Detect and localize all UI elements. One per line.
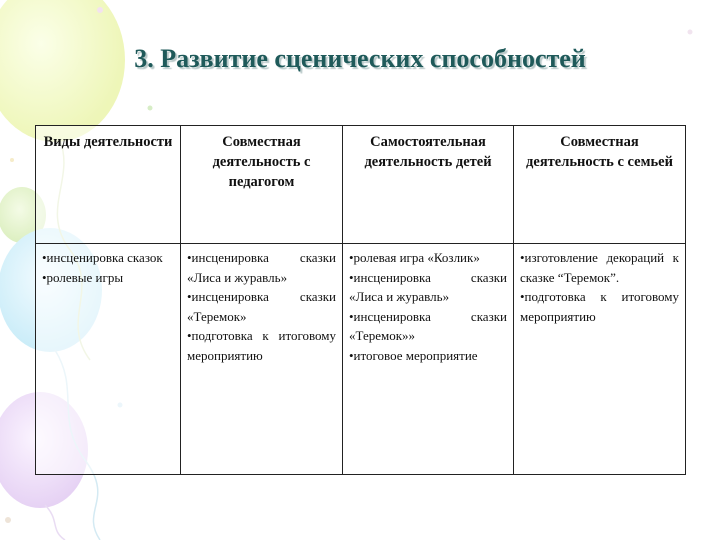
table-row — [36, 244, 686, 475]
list-item: •подготовка к итоговому мероприятию — [520, 289, 679, 324]
header-joint-with-family: Совместная деятельность с семьей — [514, 126, 686, 244]
list-item: •итоговое мероприятие — [349, 347, 478, 363]
list-item: •изготовление декораций к сказке “Теремок”. — [520, 250, 679, 285]
list-item: •ролевая игра «Козлик» — [349, 250, 480, 265]
list-item: •ролевые игры — [42, 269, 124, 285]
cell-joint-with-teacher — [181, 244, 343, 475]
slide-title: 3. Развитие сценических способностей — [134, 44, 586, 73]
table-header-row — [36, 126, 686, 244]
list-item: •инсценировка сказки «Теремок»» — [349, 308, 507, 343]
cell-activity-types — [36, 244, 181, 475]
list-item: •инсценировка сказки «Теремок» — [187, 289, 336, 324]
cell-joint-with-family — [514, 244, 686, 475]
list-item: •инсценировка сказки «Лиса и журавль» — [349, 269, 507, 304]
list-item: •подготовка к итоговому мероприятию — [187, 328, 336, 363]
header-activity-types: Виды деятельности — [36, 126, 181, 244]
header-independent-children: Самостоятельная деятельность детей — [343, 126, 514, 244]
activities-table — [35, 125, 686, 475]
header-joint-with-teacher: Совместная деятельность с педагогом — [181, 126, 343, 244]
cell-independent-children — [343, 244, 514, 475]
list-item: •инсценировка сказки «Лиса и журавль» — [187, 250, 336, 285]
list-item: •инсценировка сказок — [42, 250, 163, 265]
